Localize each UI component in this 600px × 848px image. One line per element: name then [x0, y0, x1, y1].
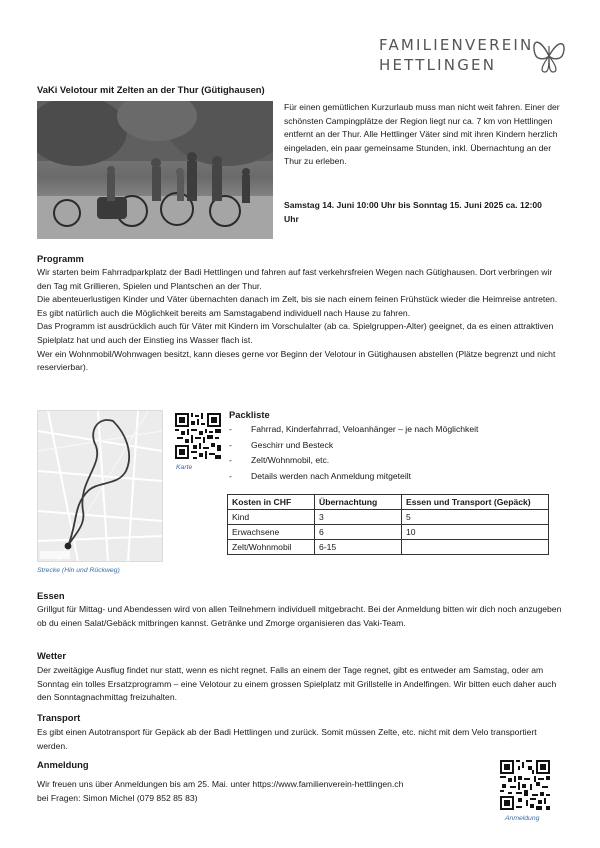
list-item: - Geschirr und Besteck [229, 439, 334, 450]
list-item: - Fahrrad, Kinderfahrrad, Veloanhänger – je nach Möglichkeit [229, 424, 479, 434]
transport-heading: Transport [37, 712, 81, 723]
kosten-table [227, 494, 549, 555]
table-row [228, 510, 549, 525]
programm-paragraph: Wir starten beim Fahrradparkplatz der Badi Hettlingen und fahren auf fast verkehrsfreien Wegen nach Gütighausen. Dort verbringen wir den Tag mit Grillieren, Spielen und Plantschen an der Thur. [37, 267, 553, 291]
wetter-heading: Wetter [37, 650, 66, 661]
table-header-cell: Übernachtung [315, 495, 402, 510]
qr-code-karte[interactable] [175, 413, 221, 459]
table-cell: Erwachsene [228, 525, 315, 540]
packliste-item-text: Zelt/Wohnmobil, etc. [251, 455, 330, 466]
table-row [228, 540, 549, 555]
qr-code-icon [175, 413, 221, 459]
table-header-cell: Kosten in CHF [228, 495, 315, 510]
transport-text: Es gibt einen Autotransport für Gepäck ab der Badi Hettlingen und zurück. Somit müssen Zelte, etc. nicht mit dem Velo transportiert werden. [37, 727, 537, 751]
table-cell [402, 540, 549, 555]
table-cell: Kind [228, 510, 315, 525]
table-row [228, 525, 549, 540]
intro-text: Für einen gemütlichen Kurzurlaub muss man nicht weit fahren. Einer der schönsten Campingplätze der Region liegt nur ca. 7 km von Hettlingen entfernt an der Thur. Alle Hettlinger Väter sind mit ihren Kindern herzlich eingeladen, ein paar gemeinsame Stunden, inkl. Übernachtung an der Thur zu erleben. [284, 102, 560, 167]
anmeldung-text: Wir freuen uns über Anmeldungen bis am 25. Mai. unter https://www.familienverein-hettlingen.ch [37, 779, 404, 789]
list-item: - Zelt/Wohnmobil, etc. [229, 455, 330, 466]
programm-paragraph: Die abenteuerlustigen Kinder und Väter übernachten danach im Zelt, bis sie nach einem feinen Frühstück wieder die Heimreise antreten. Es gibt natürlich auch die Möglichkeit bereits am Samstagabend individuell nach Hause zu fahren. [37, 294, 558, 318]
packliste-list [229, 422, 559, 484]
table-header-cell: Essen und Transport (Gepäck) [402, 495, 549, 510]
table-header-row [228, 495, 549, 510]
qr-code-icon [500, 760, 550, 810]
qr-code-anmeldung[interactable] [500, 760, 550, 810]
programm-body [37, 266, 567, 375]
route-map-image [37, 410, 163, 562]
logo [379, 36, 579, 82]
list-item: - Details werden nach Anmeldung mitgeteilt [229, 470, 412, 481]
packliste-item-text: Details werden nach Anmeldung mitgeteilt [251, 470, 412, 481]
page-title: VaKi Velotour mit Zelten an der Thur (Gütighausen) [37, 84, 265, 95]
essen-heading: Essen [37, 590, 65, 601]
logo-line-1: FAMILIENVEREIN [379, 36, 534, 54]
contact-text: bei Fragen: Simon Michel (079 852 85 83) [37, 793, 198, 803]
programm-paragraph: Wer ein Wohnmobil/Wohnwagen besitzt, kann dieses gerne vor Beginn der Velotour in Gütighausen abstellen (Plätze begrenzt und nicht reservierbar). [37, 348, 556, 373]
packliste-item-text: Geschirr und Besteck [251, 439, 334, 450]
table-cell: Zelt/Wohnmobil [228, 540, 315, 555]
anmeldung-heading: Anmeldung [37, 759, 89, 770]
qr-anmeldung-caption: Anmeldung [505, 815, 540, 822]
packliste-heading: Packliste [229, 409, 270, 420]
table-cell: 5 [402, 510, 549, 525]
group-photo-image [37, 101, 273, 239]
essen-text: Grillgut für Mittag- und Abendessen wird von allen Teilnehmern individuell mitgebracht. Bei der Anmeldung bitten wir dich noch anzugeben ob du einen Salat/Gebäck mitbringen kannst. Getränke und Zmorge organisieren das Vaki-Team. [37, 604, 562, 628]
logo-line-2: HETTLINGEN [379, 56, 497, 74]
wetter-text: Der zweitägige Ausflug findet nur statt, wenn es nicht regnet. Falls an einem der Tage regnet, gibt es entweder am Samstag, oder am Sonntag ein tolles Ersatzprogramm – eine Velotour zu einem grossen Spielplatz mit Grillstelle in Andelfingen. Wir bitten euch daher auch den Sonntagnachmittag freizuhalten. [37, 665, 557, 703]
qr-karte-caption: Karte [176, 464, 193, 471]
table-cell: 3 [315, 510, 402, 525]
table-cell: 10 [402, 525, 549, 540]
butterfly-logo-icon [529, 34, 569, 76]
programm-paragraph: Das Programm ist ausdrücklich auch für Väter mit Kindern im Vorschulalter (ab ca. Spielgruppen-Alter) geeignet, da es einen attraktiven Spielplatz hat und auch der Einstieg ins Wasser flach ist. [37, 321, 554, 345]
map-caption: Strecke (Hin und Rückweg) [37, 567, 120, 574]
table-cell: 6 [315, 525, 402, 540]
table-cell: 6-15 [315, 540, 402, 555]
programm-heading: Programm [37, 253, 84, 264]
event-date: Samstag 14. Juni 10:00 Uhr bis Sonntag 15. Juni 2025 ca. 12:00 Uhr [284, 200, 542, 224]
packliste-item-text: Fahrrad, Kinderfahrrad, Veloanhänger – je nach Möglichkeit [251, 424, 479, 434]
